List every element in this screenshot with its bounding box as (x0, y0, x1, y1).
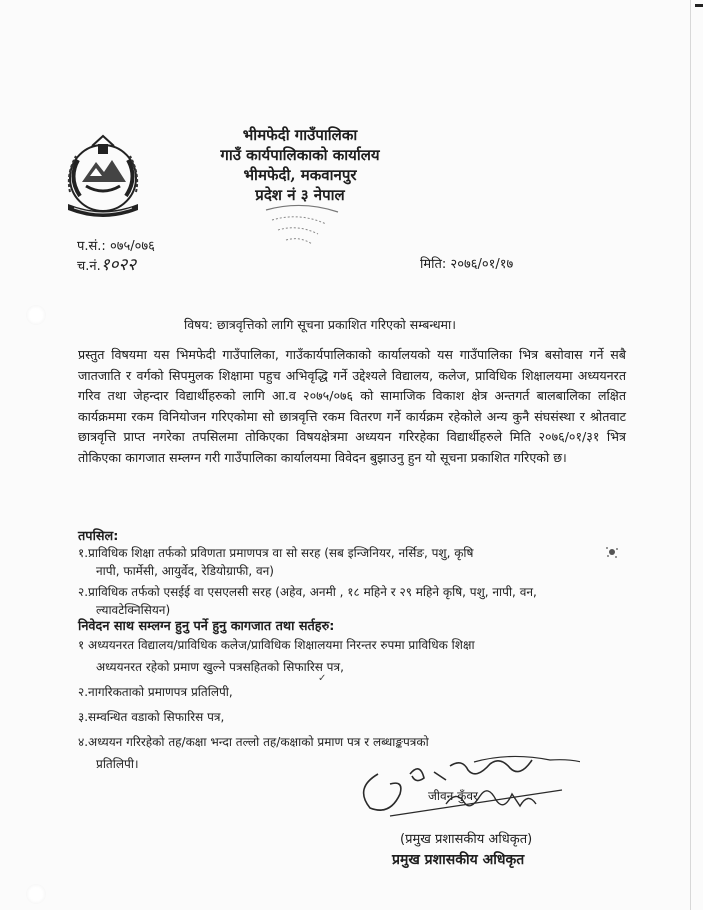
tapasil-heading: तपसिल: (78, 529, 119, 544)
subject-line: विषय: छात्रवृत्तिको लागि सूचना प्रकाशित गरिएको सम्बन्धमा। (183, 317, 457, 332)
list-item: ४.अध्ययन गरिरहेको तह/कक्षा भन्दा तल्लो तह/कक्षाको प्रमाण पत्र र लब्धाङ्कपत्रको प्रतिलिपी। (78, 735, 429, 771)
scan-corner-mark (695, 4, 703, 7)
dispatch-label: च.नं. (77, 259, 101, 274)
page-edge (690, 0, 691, 910)
dispatch-number: १०२२ (100, 255, 137, 275)
signatory-name: जीवन कुँवर (428, 789, 478, 803)
province-line: प्रदेश नं ३ नेपाल (255, 186, 345, 204)
office-address: भीमफेदी, मकवानपुर (243, 166, 357, 184)
reference-block (77, 238, 155, 276)
dispatch-number-row (77, 256, 155, 276)
office-name: गाउँ कार्यपालिकाको कार्यालय (220, 146, 380, 164)
pen-mark: ✓ (318, 673, 327, 684)
list-item: ३.सम्वन्धित वडाको सिफारिस पत्र, (78, 710, 225, 724)
designation-stamp: प्रमुख प्रशासकीय अधिकृत (392, 852, 525, 868)
office-header (180, 125, 420, 205)
office-stamp-icon (262, 198, 342, 250)
tapasil-list (78, 544, 638, 622)
documents-heading: निवेदन साथ सम्लग्न हुनु पर्ने हुनु कागजात तथा सर्तहरु: (78, 619, 335, 634)
letter-number: प.सं.: ०७५/०७६ (77, 239, 155, 254)
punch-hole (26, 884, 46, 904)
municipality-name: भीमफेदी गाउँपालिका (242, 126, 358, 144)
nepal-emblem-icon (56, 130, 150, 222)
ink-speck-icon (603, 543, 621, 561)
list-item: २.नागरिकताको प्रमाणपत्र प्रतिलिपी, (78, 685, 233, 699)
list-item: २.प्राविधिक तर्फको एसईई वा एसएलसी सरह (अहेव, अनमी , १८ महिने र २९ महिने कृषि, पशु, नापी, वन, ल्यावटेक्निसियन) (78, 585, 537, 617)
list-item: १.प्राविधिक शिक्षा तर्फको प्रविणता प्रमाणपत्र वा सो सरह (सब इन्जिनियर, नर्सिङ, पशु, कृषि नापी, फार्मेसी, आयुर्वेद, रेडियोग्राफी, वन) (78, 546, 474, 578)
letter-date: मिति: २०७६/०१/१७ (420, 257, 514, 272)
notice-body: प्रस्तुत विषयमा यस भिमफेदी गाउँपालिका, गाउँकार्यपालिकाको कार्यालयको यस गाउँपालिका भित्र बसोवास गर्ने सबै जातजाति र वर्गको सिपमुलक शिक्षामा पहुच अभिवृद्धि गर्ने उद्देश्यले विद्यालय, कलेज, प्राविधिक शिक्षालयमा अध्ययनरत गरिव तथा जेहन्दार विद्यार्थीहरुको लागि आ.व २०७५/०७६ को सामाजिक विकाश क्षेत्र अन्तगर्त बालबालिका लक्षित कार्यक्रममा रकम विनियोजन गरिएकोमा सो छात्रवृत्ति रकम वितरण गर्ने कार्यक्रम रहेकोले अन्य कुनै संघसंस्था र श्रोतवाट छात्रवृत्ति प्राप्त नगरेका तपसिलमा तोकिएका विषयक्षेत्रमा अध्ययन गरिरहेका विद्यार्थीहरुले मिति २०७६/०१/३१ भित्र तोकिएका कागजात सम्लग्न गरी गाउँपालिका कार्यालयमा विवेदन बुझाउनु हुन यो सूचना प्रकाशित गरिएको छ। (78, 347, 626, 465)
list-item: १ अध्ययनरत विद्यालय/प्राविधिक कलेज/प्राविधिक शिक्षालयमा निरन्तर रुपमा प्राविधिक शिक्षा अध्ययनरत रहेको प्रमाण खुल्ने पत्रसहितको सिफारिस पत्र, (78, 638, 475, 674)
signatory-designation: (प्रमुख प्रशासकीय अधिकृत) (400, 832, 533, 847)
